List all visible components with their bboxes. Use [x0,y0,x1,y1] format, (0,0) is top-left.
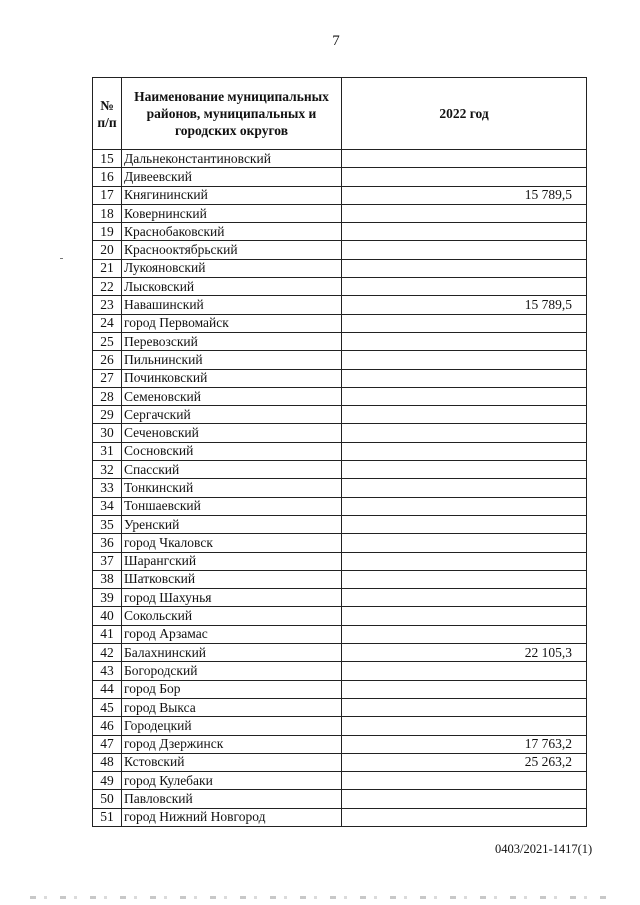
municipality-name: Павловский [122,790,342,808]
year-value [342,570,587,588]
municipality-name: город Арзамас [122,625,342,643]
row-number: 43 [93,662,122,680]
table-row [93,534,587,552]
municipal-table [92,77,587,827]
municipality-name: Лукояновский [122,259,342,277]
year-value [342,808,587,826]
year-value [342,332,587,350]
row-number: 15 [93,150,122,168]
table-row [93,406,587,424]
row-number: 33 [93,479,122,497]
municipality-name: город Шахунья [122,589,342,607]
row-number: 49 [93,772,122,790]
table-header [93,78,587,150]
table-row [93,186,587,204]
row-number: 26 [93,351,122,369]
table-row [93,790,587,808]
year-value [342,790,587,808]
row-number: 34 [93,497,122,515]
municipality-name: город Бор [122,680,342,698]
municipality-name: Лысковский [122,278,342,296]
scan-artifact [30,896,610,899]
table-row [93,753,587,771]
row-number: 39 [93,589,122,607]
municipality-name: Уренский [122,515,342,533]
table-row [93,259,587,277]
header-num: № п/п [93,78,122,150]
row-number: 18 [93,204,122,222]
year-value [342,387,587,405]
row-number: 21 [93,259,122,277]
row-number: 50 [93,790,122,808]
year-value [342,772,587,790]
year-value [342,552,587,570]
table-row [93,387,587,405]
year-value [342,168,587,186]
row-number: 31 [93,442,122,460]
municipality-name: Шарангский [122,552,342,570]
table-row [93,278,587,296]
row-number: 20 [93,241,122,259]
row-number: 41 [93,625,122,643]
municipality-name: Городецкий [122,717,342,735]
municipality-name: Пильнинский [122,351,342,369]
table-body [93,150,587,827]
table-row [93,735,587,753]
table-row [93,717,587,735]
header-name: Наименование муниципальных районов, муниципальных и городских округов [122,78,342,150]
row-number: 48 [93,753,122,771]
table-row [93,698,587,716]
row-number: 35 [93,515,122,533]
municipality-name: Тоншаевский [122,497,342,515]
table-row [93,442,587,460]
year-value [342,259,587,277]
municipality-name: город Выкса [122,698,342,716]
year-value: 25 263,2 [342,753,587,771]
row-number: 30 [93,424,122,442]
municipality-name: Починковский [122,369,342,387]
row-number: 45 [93,698,122,716]
municipality-name: город Первомайск [122,314,342,332]
year-value [342,607,587,625]
table-row [93,332,587,350]
year-value [342,625,587,643]
row-number: 42 [93,644,122,662]
row-number: 19 [93,223,122,241]
table-row [93,607,587,625]
year-value [342,351,587,369]
municipality-name: город Чкаловск [122,534,342,552]
year-value [342,515,587,533]
table-row [93,497,587,515]
row-number: 44 [93,680,122,698]
year-value [342,314,587,332]
year-value [342,534,587,552]
scan-mark [60,258,63,259]
row-number: 25 [93,332,122,350]
year-value [342,150,587,168]
municipality-name: Сеченовский [122,424,342,442]
municipality-name: Балахнинский [122,644,342,662]
municipality-name: Краснобаковский [122,223,342,241]
row-number: 36 [93,534,122,552]
municipality-name: город Дзержинск [122,735,342,753]
municipality-name: Кстовский [122,753,342,771]
row-number: 40 [93,607,122,625]
row-number: 28 [93,387,122,405]
table-row [93,369,587,387]
row-number: 46 [93,717,122,735]
table-row [93,644,587,662]
table-row [93,552,587,570]
year-value: 15 789,5 [342,186,587,204]
municipality-name: Шатковский [122,570,342,588]
municipality-name: город Нижний Новгород [122,808,342,826]
page-number: 7 [332,33,340,49]
row-number: 23 [93,296,122,314]
table-row [93,296,587,314]
municipality-name: Тонкинский [122,479,342,497]
municipality-name: Сосновский [122,442,342,460]
header-year: 2022 год [342,78,587,150]
municipality-name: Княгининский [122,186,342,204]
table-row [93,479,587,497]
table-row [93,680,587,698]
year-value [342,717,587,735]
year-value [342,241,587,259]
municipality-name: Навашинский [122,296,342,314]
year-value [342,698,587,716]
table-row [93,424,587,442]
year-value [342,278,587,296]
year-value: 22 105,3 [342,644,587,662]
municipality-name: Дальнеконстантиновский [122,150,342,168]
year-value [342,424,587,442]
table-row [93,314,587,332]
row-number: 32 [93,461,122,479]
year-value [342,442,587,460]
year-value [342,497,587,515]
year-value [342,461,587,479]
table-row [93,351,587,369]
row-number: 51 [93,808,122,826]
year-value [342,479,587,497]
municipality-name: Перевозский [122,332,342,350]
header-row [93,78,587,150]
year-value [342,204,587,222]
municipality-name: Сокольский [122,607,342,625]
row-number: 24 [93,314,122,332]
table-row [93,461,587,479]
year-value [342,662,587,680]
row-number: 22 [93,278,122,296]
municipality-name: Спасский [122,461,342,479]
table-row [93,241,587,259]
municipality-name: Дивеевский [122,168,342,186]
table-row [93,223,587,241]
row-number: 16 [93,168,122,186]
year-value: 15 789,5 [342,296,587,314]
table-row [93,570,587,588]
row-number: 38 [93,570,122,588]
row-number: 27 [93,369,122,387]
year-value [342,589,587,607]
year-value: 17 763,2 [342,735,587,753]
row-number: 37 [93,552,122,570]
table-row [93,168,587,186]
table-row [93,515,587,533]
row-number: 47 [93,735,122,753]
year-value [342,223,587,241]
year-value [342,680,587,698]
table-row [93,625,587,643]
table-row [93,772,587,790]
table-row [93,150,587,168]
table-row [93,808,587,826]
year-value [342,406,587,424]
year-value [342,369,587,387]
municipality-name: Богородский [122,662,342,680]
row-number: 29 [93,406,122,424]
municipality-name: Семеновский [122,387,342,405]
municipality-name: Сергачский [122,406,342,424]
row-number: 17 [93,186,122,204]
document-code: 0403/2021-1417(1) [495,842,593,856]
table-row [93,662,587,680]
municipality-name: город Кулебаки [122,772,342,790]
municipality-name: Краснооктябрьский [122,241,342,259]
table-row [93,589,587,607]
table-row [93,204,587,222]
municipality-name: Ковернинский [122,204,342,222]
